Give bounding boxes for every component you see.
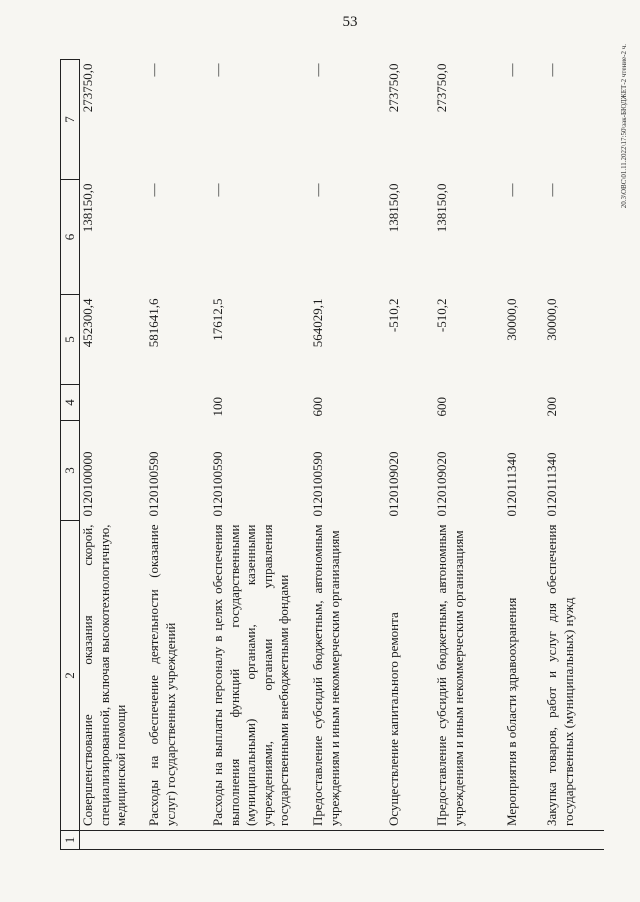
row-name: Совершенствование оказания скорой, специализированной, включая высокотехнологичную, медицинской помощи (80, 524, 128, 826)
row-name: Мероприятия в области здравоохранения (504, 597, 519, 826)
table-body (80, 60, 605, 850)
budget-table-rotated (60, 60, 576, 850)
row-value-7: — (310, 63, 325, 77)
row-value-7: 273750,0 (434, 63, 449, 113)
column-header-3: 3 (61, 421, 80, 521)
row-value-7: — (504, 63, 519, 77)
row-value-6: — (310, 183, 325, 197)
column-header-4: 4 (61, 385, 80, 421)
row-code: 0120111340 (544, 452, 559, 517)
row-code: 0120109020 (386, 451, 401, 517)
row-code: 0120111340 (504, 452, 519, 517)
row-type: 600 (310, 397, 325, 417)
row-value-7: — (544, 63, 559, 77)
row-value-6: 138150,0 (386, 183, 401, 233)
row-value-5: 581641,6 (146, 298, 161, 348)
row-name: Закупка товаров, работ и услуг для обеспечения государственных (муниципальных) нужд (544, 524, 576, 826)
row-code: 0120100590 (146, 451, 161, 517)
row-value-7: — (146, 63, 161, 77)
table-row (310, 60, 386, 850)
table-row (386, 60, 434, 850)
page-number: 53 (342, 14, 358, 30)
column-header-5: 5 (61, 295, 80, 385)
row-value-5: -510,2 (386, 298, 401, 333)
row-value-6: — (504, 183, 519, 197)
row-type (80, 385, 147, 421)
row-value-6: — (146, 183, 161, 197)
row-value-5: 17612,5 (210, 298, 225, 341)
row-value-5: 30000,0 (544, 298, 559, 341)
table-row (146, 60, 210, 850)
table-row (544, 60, 604, 850)
row-name: Предоставление субсидий бюджетным, автономным учреждениям и иным некоммерческим организациям (310, 524, 342, 826)
row-name: Предоставление субсидий бюджетным, автономным учреждениям и иным некоммерческим организациям (434, 524, 466, 826)
row-type: 200 (544, 397, 559, 417)
row-marker (434, 831, 504, 850)
row-value-7: 273750,0 (386, 63, 401, 113)
row-name: Расходы на выплаты персоналу в целях обеспечения выполнения функций государственными (муниципальными) органами, казенными учреждениями, органами управления государственными внебюджетными фондами (210, 524, 291, 826)
row-marker (310, 831, 386, 850)
row-code: 0120100590 (310, 451, 325, 517)
row-name: Осуществление капитального ремонта (386, 612, 401, 826)
column-header-2: 2 (61, 521, 80, 831)
row-marker (504, 831, 544, 850)
row-marker (544, 831, 604, 850)
table-row (504, 60, 544, 850)
row-value-5: 564029,1 (310, 298, 325, 348)
table-row (80, 60, 147, 850)
row-name: Расходы на обеспечение деятельности (оказание услуг) государственных учреждений (146, 524, 178, 826)
row-code: 0120100000 (80, 451, 95, 517)
table-row (434, 60, 504, 850)
row-value-6: — (544, 183, 559, 197)
row-value-6: 138150,0 (434, 183, 449, 233)
column-header-1: 1 (61, 831, 80, 850)
row-marker (80, 831, 147, 850)
header-row (61, 60, 80, 850)
row-type: 600 (434, 397, 449, 417)
row-marker (210, 831, 310, 850)
row-value-7: — (210, 63, 225, 77)
column-header-6: 6 (61, 180, 80, 295)
footer-code: 20.3\ОВС\01.11.2022\17:50\зак-БЮДЖЕТ-2 чтение-2 ч. (620, 44, 628, 209)
row-value-6: 138150,0 (80, 183, 95, 233)
row-type (386, 385, 434, 421)
row-value-7: 273750,0 (80, 63, 95, 113)
row-value-5: 30000,0 (504, 298, 519, 341)
row-value-6: — (210, 183, 225, 197)
row-code: 0120100590 (210, 451, 225, 517)
column-header-7: 7 (61, 60, 80, 180)
row-code: 0120109020 (434, 451, 449, 517)
table-row (210, 60, 310, 850)
row-type (504, 385, 544, 421)
row-marker (386, 831, 434, 850)
row-type (146, 385, 210, 421)
budget-table (60, 59, 604, 850)
row-value-5: -510,2 (434, 298, 449, 333)
row-type: 100 (210, 397, 225, 417)
row-marker (146, 831, 210, 850)
row-value-5: 452300,4 (80, 298, 95, 348)
